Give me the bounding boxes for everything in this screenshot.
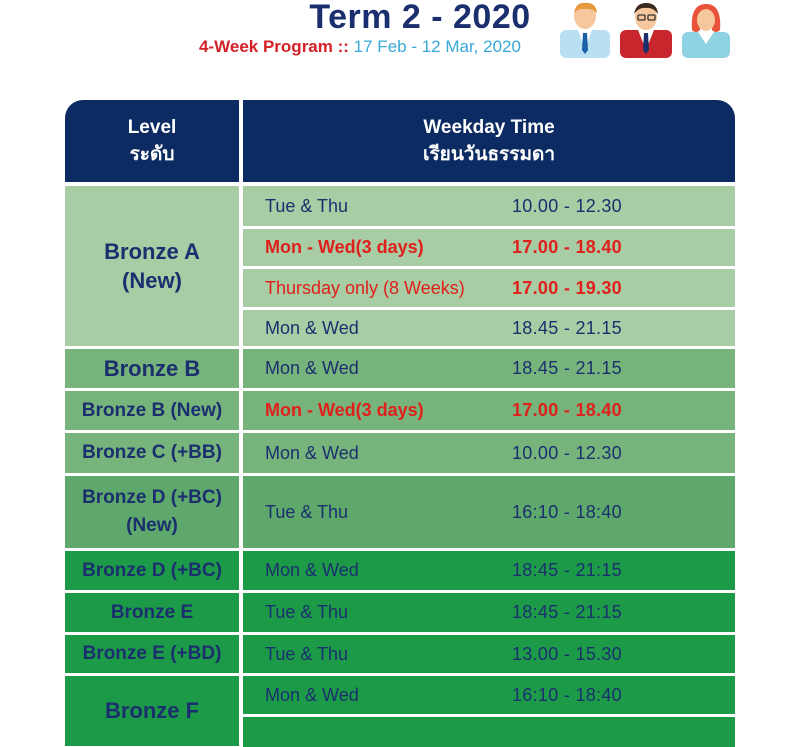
row-day: Mon - Wed(3 days) [265, 400, 424, 420]
level-cell-bronze-d: Bronze D (+BC) [65, 551, 239, 590]
program-label: 4-Week Program :: [199, 37, 349, 56]
people-illustration [556, 0, 736, 58]
level-cell-bronze-c: Bronze C (+BB) [65, 433, 239, 473]
table-row [243, 433, 735, 473]
row-day: Mon - Wed(3 days) [265, 237, 424, 257]
row-day: Mon & Wed [265, 442, 359, 463]
column-header-time-en: Weekday Time [423, 117, 555, 138]
row-day: Tue & Thu [265, 602, 349, 622]
row-day: Tue & Thu [265, 643, 349, 664]
row-time: 17.00 - 18.40 [512, 400, 622, 420]
page-title: Term 2 - 2020 [309, 0, 531, 36]
program-subtitle [160, 37, 560, 57]
program-dates: 17 Feb - 12 Mar, 2020 [353, 37, 521, 56]
row-day: Thursday only (8 Weeks) [265, 277, 465, 298]
row-time: 17.00 - 18.40 [512, 237, 622, 257]
row-day: Mon & Wed [265, 317, 359, 338]
row-day: Mon & Wed [265, 358, 359, 378]
row-time: 18.45 - 21.15 [512, 358, 622, 378]
table-row [243, 551, 735, 590]
person-red-suit-icon [620, 3, 672, 58]
level-cell-bronze-e: Bronze E [65, 593, 239, 632]
person-red-hair-icon [682, 4, 730, 58]
column-header-time-th: เรียนวันธรรมดา [422, 144, 556, 165]
table-row [243, 229, 735, 266]
level-cell-bronze-a: Bronze A (New) [65, 186, 239, 346]
column-header-level [65, 100, 239, 182]
row-day: Mon & Wed [265, 560, 359, 580]
level-cell-bronze-b-new: Bronze B (New) [65, 391, 239, 430]
row-time: 16:10 - 18:40 [512, 501, 622, 522]
table-row [243, 186, 735, 226]
row-time: 18:45 - 21:15 [512, 560, 622, 580]
column-header-level-en: Level [127, 117, 177, 138]
row-time: 10.00 - 12.30 [512, 442, 622, 463]
row-day: Tue & Thu [265, 195, 349, 216]
row-time: 13.00 - 15.30 [512, 643, 622, 664]
table-row [243, 593, 735, 632]
column-header-weekday-time [243, 100, 735, 182]
table-row [243, 476, 735, 548]
table-row [243, 310, 735, 346]
row-time: 16:10 - 18:40 [512, 684, 622, 705]
row-day: Tue & Thu [265, 501, 349, 522]
level-cell-bronze-d-new: Bronze D (+BC) (New) [65, 476, 239, 548]
table-row [243, 635, 735, 673]
level-cell-bronze-b: Bronze B [65, 349, 239, 388]
row-time: 10.00 - 12.30 [512, 195, 622, 216]
row-time: 18.45 - 21.15 [512, 317, 622, 338]
table-row-partial [243, 717, 735, 747]
column-header-level-th: ระดับ [129, 144, 175, 165]
table-row [243, 349, 735, 388]
row-time: 18:45 - 21:15 [512, 602, 622, 622]
table-row [243, 391, 735, 430]
table-row [243, 676, 735, 714]
row-time: 17.00 - 19.30 [512, 277, 622, 298]
table-row [243, 269, 735, 307]
row-day: Mon & Wed [265, 684, 359, 705]
level-cell-bronze-e-bd: Bronze E (+BD) [65, 635, 239, 673]
level-cell-bronze-f: Bronze F [65, 676, 239, 746]
person-blue-shirt-icon [560, 3, 610, 58]
